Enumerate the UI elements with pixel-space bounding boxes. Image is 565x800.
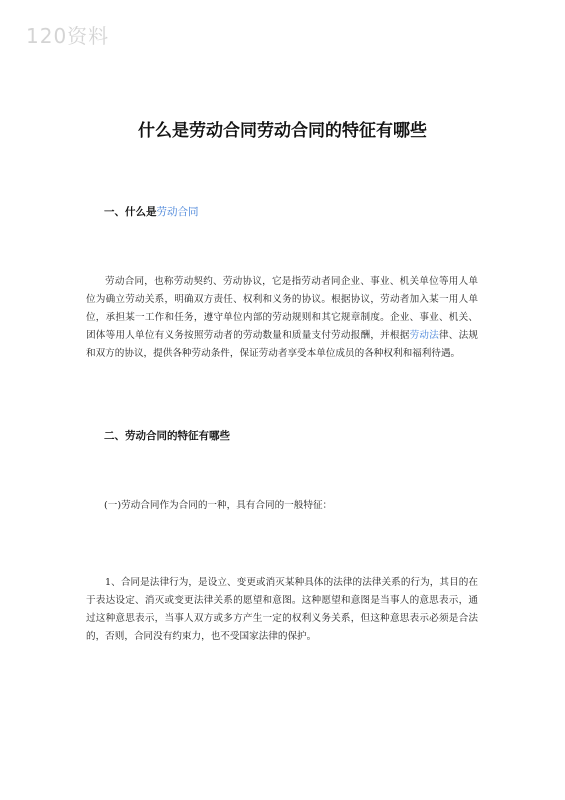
paragraph-definition bbox=[86, 273, 478, 363]
paragraph-legal-act: 1、合同是法律行为，是设立、变更或消灭某种具体的法律的法律关系的行为，其目的在于表达设定、消灭或变更法律关系的愿望和意图。这种愿望和意图是当事人的意思表示，通过这种意思表示，当事人双方或多方产生一定的权利义务关系，但这种意思表示必须是合法的，否则，合同没有约束力，也不受国家法律的保护。 bbox=[86, 577, 478, 642]
section-heading-1 bbox=[104, 204, 199, 219]
paragraph-definition-text-a: 劳动合同，也称劳动契约、劳动协议，它是指劳动者同企业、事业、机关单位等用人单位为确立劳动关系，明确双方责任、权利和义务的协议。根据协议，劳动者加入某一用人单位，承担某一工作和任务，遵守单位内部的劳动规则和其它规章制度。企业、事业、机关、团体等用人单位有义务按照劳动者的劳动数量和质量支付劳动报酬，并根据 bbox=[86, 276, 478, 341]
paragraph-general-features: (一)劳动合同作为合同的一种，具有合同的一般特征： bbox=[104, 500, 333, 511]
page-title: 什么是劳动合同劳动合同的特征有哪些 bbox=[138, 121, 427, 141]
watermark-logo: 120资料 bbox=[26, 24, 110, 48]
labor-law-link[interactable]: 劳动法 bbox=[409, 330, 439, 341]
section-heading-2: 二、劳动合同的特征有哪些 bbox=[104, 430, 230, 442]
section-heading-1-text: 一、什么是 bbox=[104, 206, 157, 218]
paragraph-definition-text-b: 律、法规和双方的协议，提供各种劳动条件，保证劳动者享受本单位成员的各种权利和福利待遇。 bbox=[86, 330, 479, 359]
labor-contract-link[interactable]: 劳动合同 bbox=[156, 206, 199, 218]
